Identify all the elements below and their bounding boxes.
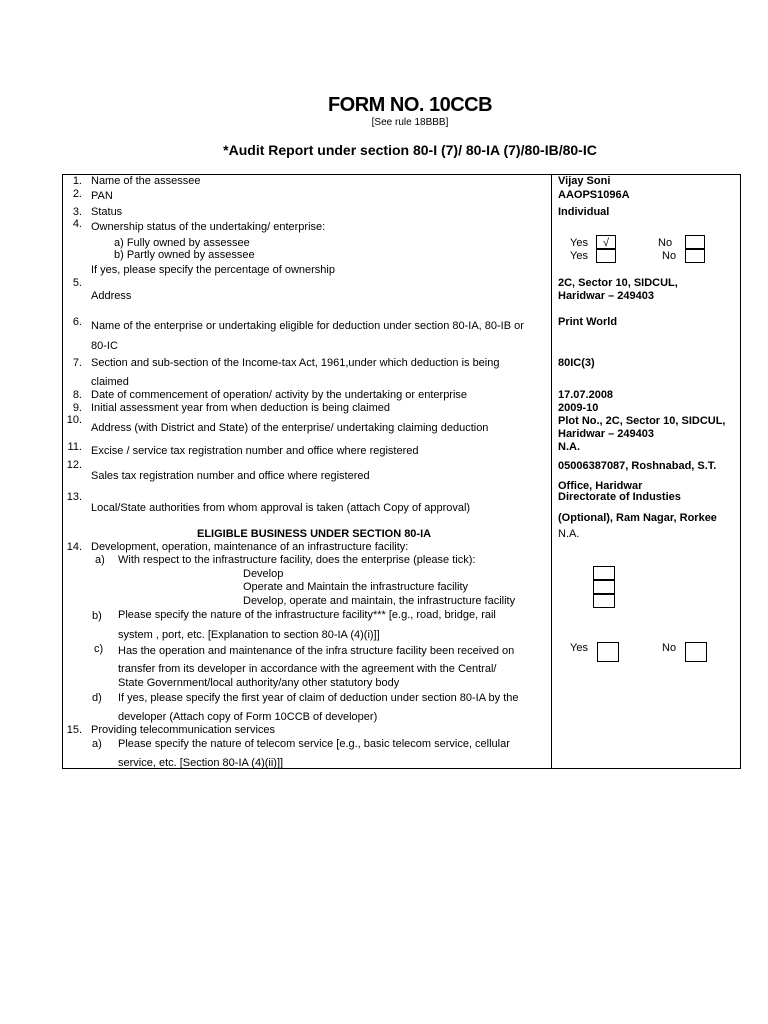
item-number: 1.	[72, 175, 82, 187]
item-sub-label: b) Partly owned by assessee	[114, 249, 255, 261]
item-label: Status	[91, 206, 123, 218]
sub-item-marker: a)	[92, 738, 102, 750]
no-checkbox-partly-owned[interactable]	[685, 249, 705, 263]
item-label: claimed	[91, 376, 129, 388]
item-value: N.A.	[558, 441, 580, 453]
item-number: 6.	[72, 316, 82, 328]
item-number: 11.	[67, 441, 82, 453]
item-sub-label: If yes, please specify the first year of claim of deduction under section 80-IA by the	[118, 692, 519, 704]
item-number: 7.	[72, 357, 82, 369]
item-sub-label: a) Fully owned by assessee	[114, 237, 250, 249]
item-sub-label: transfer from its developer in accordance with the agreement with the Central/	[118, 663, 497, 675]
sub-item-marker: a)	[95, 554, 105, 566]
item-value: Individual	[558, 206, 610, 218]
item-value: Directorate of Industies	[558, 491, 681, 503]
item-number: 10.	[66, 414, 82, 426]
yes-checkbox-partly-owned[interactable]	[596, 249, 616, 263]
item-sub-label: service, etc. [Section 80-IA (4)(ii)]]	[118, 757, 284, 769]
item-sub-label: Has the operation and maintenance of the infra structure facility been received on	[118, 645, 515, 657]
item-value: Haridwar – 249403	[558, 290, 655, 302]
item-sub-label: developer (Attach copy of Form 10CCB of developer)	[118, 711, 378, 723]
no-label: No	[662, 250, 677, 262]
item-label: Name of the enterprise or undertaking eligible for deduction under section 80-IA, 80-IB or	[91, 320, 524, 332]
section-heading: ELIGIBLE BUSINESS UNDER SECTION 80-IA	[197, 528, 432, 540]
item-number: 3.	[72, 206, 82, 218]
sub-item-marker: d)	[92, 692, 102, 704]
item-label: Local/State authorities from whom approval is taken (attach Copy of approval)	[91, 502, 471, 514]
item-label: Excise / service tax registration number and office where registered	[91, 445, 419, 457]
no-label: No	[658, 237, 673, 249]
item-value: Print World	[558, 316, 618, 328]
no-checkbox-fully-owned[interactable]	[685, 235, 705, 249]
develop-operate-maintain-checkbox[interactable]	[593, 594, 615, 608]
item-label: Providing telecommunication services	[91, 724, 276, 736]
yes-label: Yes	[570, 237, 588, 249]
no-checkbox-transfer[interactable]	[685, 642, 707, 662]
yes-checkbox-transfer[interactable]	[597, 642, 619, 662]
item-value: 05006387087, Roshnabad, S.T.	[558, 460, 717, 472]
form-heading: *Audit Report under section 80-I (7)/ 80-IA (7)/80-IB/80-IC	[223, 142, 597, 158]
item-number: 4.	[72, 218, 82, 230]
item-number: 2.	[72, 188, 82, 200]
item-value: 17.07.2008	[558, 389, 614, 401]
tick-mark: √	[602, 237, 610, 249]
item-number: 14.	[66, 541, 82, 553]
yes-label: Yes	[570, 250, 588, 262]
item-value: Haridwar – 249403	[558, 428, 655, 440]
item-value: AAOPS1096A	[558, 189, 630, 201]
item-value: 80IC(3)	[558, 357, 595, 369]
item-sub-label: State Government/local authority/any other statutory body	[118, 677, 400, 689]
item-value: 2C, Sector 10, SIDCUL,	[558, 277, 678, 289]
sub-item-marker: b)	[92, 610, 102, 622]
item-sub-label: Please specify the nature of telecom service [e.g., basic telecom service, cellular	[118, 738, 510, 750]
item-number: 8.	[72, 389, 82, 401]
item-sub-label: Please specify the nature of the infrastructure facility*** [e.g., road, bridge, rail	[118, 609, 496, 621]
item-label: 80-IC	[91, 340, 118, 352]
yes-checkbox-fully-owned[interactable]	[596, 235, 616, 249]
no-label: No	[662, 642, 677, 654]
item-value: 2009-10	[558, 402, 599, 414]
option-label: Operate and Maintain the infrastructure facility	[243, 581, 469, 593]
yes-label: Yes	[570, 642, 588, 654]
item-number: 5.	[72, 277, 82, 289]
item-label: Date of commencement of operation/ activity by the undertaking or enterprise	[91, 389, 468, 401]
item-label: Address (with District and State) of the enterprise/ undertaking claiming deduction	[91, 422, 489, 434]
item-sub-label: If yes, please specify the percentage of ownership	[91, 264, 335, 276]
develop-checkbox[interactable]	[593, 566, 615, 580]
item-number: 9.	[72, 402, 82, 414]
item-sub-label: With respect to the infrastructure facility, does the enterprise (please tick):	[118, 554, 476, 566]
item-value: (Optional), Ram Nagar, Rorkee	[558, 512, 717, 524]
item-label: Development, operation, maintenance of an infrastructure facility:	[91, 541, 409, 553]
item-sub-label: system , port, etc. [Explanation to section 80-IA (4)(i)]]	[118, 629, 380, 641]
column-divider	[551, 174, 552, 769]
item-value: Office, Haridwar	[558, 480, 643, 492]
item-value: Plot No., 2C, Sector 10, SIDCUL,	[558, 415, 726, 427]
item-label: Initial assessment year from when deduction is being claimed	[91, 402, 390, 414]
item-label: Sales tax registration number and office where registered	[91, 470, 370, 482]
item-number: 15.	[66, 724, 82, 736]
item-label: Address	[91, 290, 132, 302]
operate-maintain-checkbox[interactable]	[593, 580, 615, 594]
option-label: Develop	[243, 568, 284, 580]
item-number: 13.	[66, 491, 82, 503]
item-label: Section and sub-section of the Income-tax Act, 1961,under which deduction is being	[91, 357, 500, 369]
item-label: PAN	[91, 190, 113, 202]
form-title: FORM NO. 10CCB	[327, 94, 493, 116]
option-label: Develop, operate and maintain, the infrastructure facility	[243, 595, 516, 607]
section-value: N.A.	[558, 528, 580, 540]
sub-item-marker: c)	[94, 643, 104, 655]
item-value: Vijay Soni	[558, 175, 611, 187]
item-label: Ownership status of the undertaking/ enterprise:	[91, 221, 326, 233]
form-rule-reference: [See rule 18BBB]	[371, 117, 449, 128]
item-number: 12.	[66, 459, 82, 471]
item-label: Name of the assessee	[91, 175, 201, 187]
